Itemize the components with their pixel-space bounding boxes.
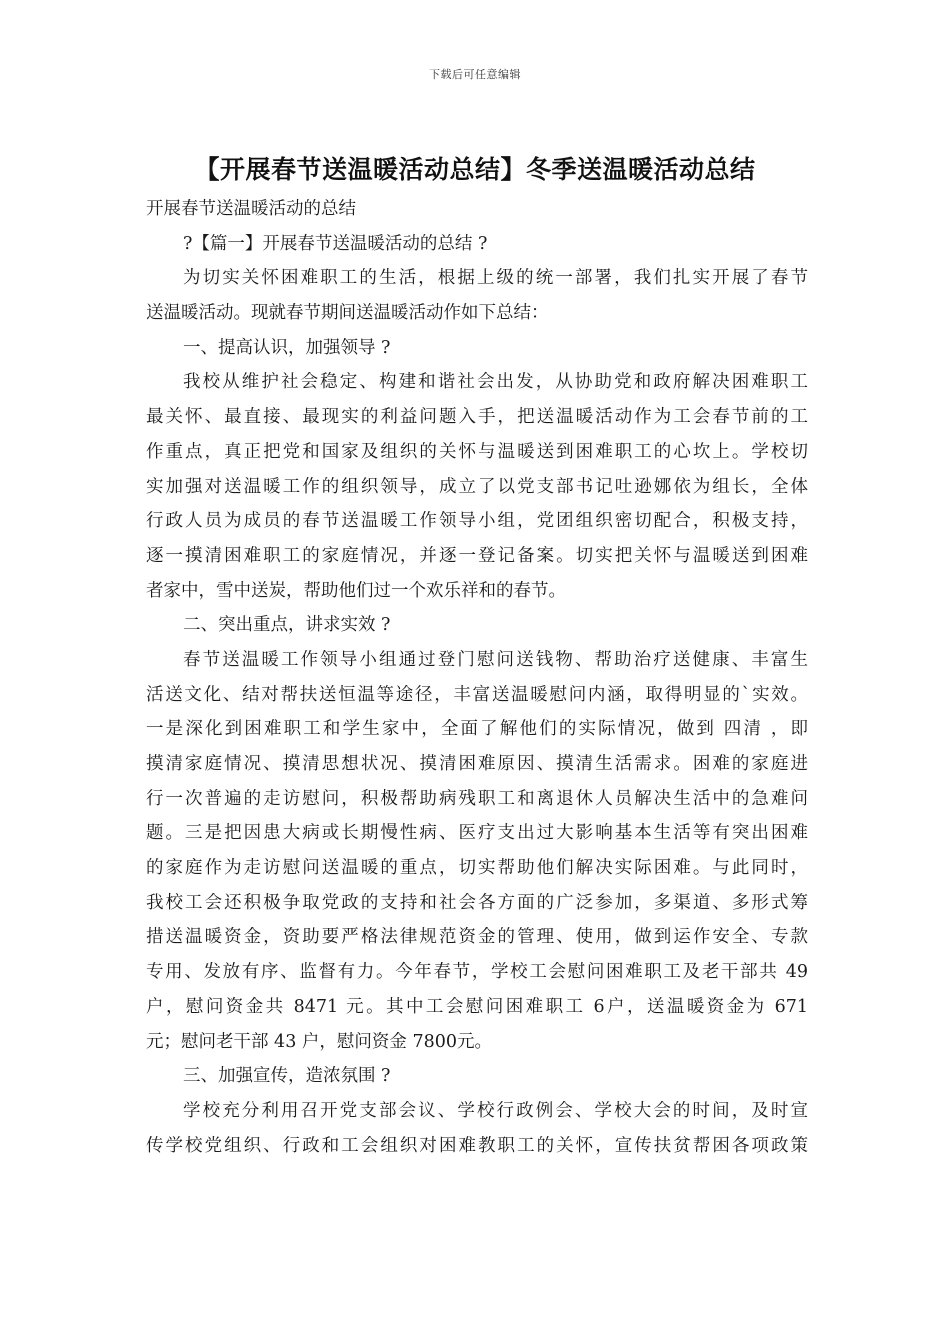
- text-line: 逐一摸清困难职工的家庭情况，并逐一登记备案。切实把关怀与温暖送到困难: [146, 545, 808, 566]
- text-line: ?【篇一】开展春节送温暖活动的总结 ?: [183, 233, 488, 254]
- text-line: 学校充分利用召开党支部会议、学校行政例会、学校大会的时间，及时宣: [183, 1100, 808, 1121]
- text-line: 题。三是把因患大病或长期慢性病、医疗支出过大影响基本生活等有突出困难: [146, 823, 808, 844]
- text-line: 行一次普遍的走访慰问，积极帮助病残职工和离退休人员解决生活中的急难问: [146, 788, 808, 809]
- header-note: 下载后可任意编辑: [429, 68, 521, 81]
- document-body: [146, 192, 808, 1163]
- text-line: 实加强对送温暖工作的组织领导，成立了以党支部书记吐逊娜依为组长，全体: [146, 476, 808, 497]
- text-line: 户，慰问资金共 8471 元。其中工会慰问困难职工 6户，送温暖资金为 671: [146, 996, 808, 1017]
- text-line: 春节送温暖工作领导小组通过登门慰问送钱物、帮助治疗送健康、丰富生: [183, 649, 808, 670]
- text-line: 行政人员为成员的春节送温暖工作领导小组，党团组织密切配合，积极支持，: [146, 511, 808, 532]
- text-line: 者家中，雪中送炭，帮助他们过一个欢乐祥和的春节。: [146, 580, 566, 601]
- text-line: 作重点，真正把党和国家及组织的关怀与温暖送到困难职工的心坎上。学校切: [146, 441, 808, 462]
- text-line: 送温暖活动。现就春节期间送温暖活动作如下总结：: [146, 303, 549, 324]
- text-line: 最关怀、最直接、最现实的利益问题入手，把送温暖活动作为工会春节前的工: [146, 407, 808, 428]
- text-line: 的家庭作为走访慰问送温暖的重点，切实帮助他们解决实际困难。与此同时，: [146, 858, 808, 879]
- text-line: 一是深化到困难职工和学生家中，全面了解他们的实际情况，做到 四清 ，即: [146, 719, 808, 740]
- text-line: 专用、发放有序、监督有力。今年春节，学校工会慰问困难职工及老干部共 49: [146, 962, 808, 983]
- text-line: 二、突出重点，讲求实效 ?: [183, 615, 391, 636]
- text-line: 措送温暖资金，资助要严格法律规范资金的管理、使用，做到运作安全、专款: [146, 927, 808, 948]
- text-line: 摸清家庭情况、摸清思想状况、摸清困难原因、摸清生活需求。困难的家庭进: [146, 754, 808, 774]
- text-line: 我校从维护社会稳定、构建和谐社会出发，从协助党和政府解决困难职工: [183, 372, 808, 393]
- text-line: 元；慰问老干部 43 户，慰问资金 7800元。: [146, 1031, 492, 1052]
- text-line: 三、加强宣传，造浓氛围 ?: [183, 1066, 391, 1087]
- text-line: 一、提高认识，加强领导 ?: [183, 337, 391, 358]
- text-line: 开展春节送温暖活动的总结: [146, 199, 356, 219]
- document-title: 【开展春节送温暖活动总结】冬季送温暖活动总结: [194, 155, 756, 184]
- text-line: 传学校党组织、行政和工会组织对困难教职工的关怀，宣传扶贫帮困各项政策: [146, 1135, 808, 1156]
- text-line: 为切实关怀困难职工的生活，根据上级的统一部署，我们扎实开展了春节: [183, 268, 808, 289]
- text-line: 我校工会还积极争取党政的支持和社会各方面的广泛参加，多渠道、多形式筹: [146, 892, 808, 913]
- text-line: 活送文化、结对帮扶送恒温等途径，丰富送温暖慰问内涵，取得明显的`实效。: [146, 684, 808, 705]
